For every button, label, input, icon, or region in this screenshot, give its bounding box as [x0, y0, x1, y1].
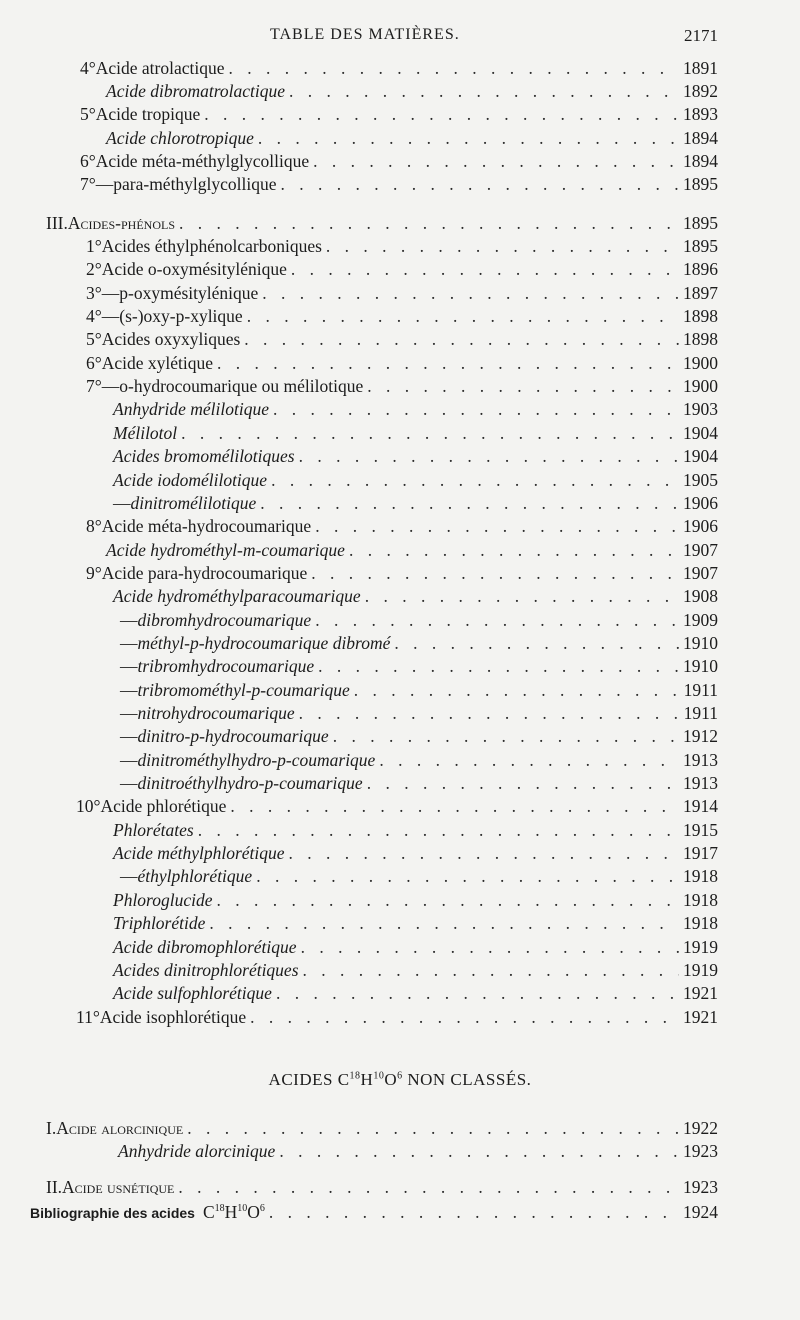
entry-page-number: 1914 — [683, 796, 718, 817]
toc-entry — [80, 58, 718, 81]
entry-label: Acide o-oxymésitylénique — [101, 259, 287, 280]
entry-page-number: 1895 — [683, 236, 718, 256]
entry-label: méthyl-p-hydrocoumarique dibromé — [137, 632, 391, 653]
entry-label: Acide tropique — [95, 104, 201, 125]
dot-leader — [354, 680, 680, 701]
entry-number: I. — [46, 1118, 57, 1138]
dot-leader — [216, 890, 679, 911]
entry-number: 2° — [86, 259, 102, 280]
entry-number: 5° — [86, 329, 102, 350]
entry-page-number: 1918 — [683, 866, 718, 887]
entry-page-number: 1924 — [683, 1202, 718, 1222]
dot-leader — [394, 633, 679, 654]
entry-page-number: 1912 — [683, 726, 718, 747]
dot-leader — [311, 563, 679, 584]
ditto-dash: — — [120, 866, 138, 887]
entry-page-number: 1923 — [683, 1177, 718, 1197]
entry-page-number: 1918 — [683, 913, 718, 934]
dot-leader — [198, 820, 679, 841]
toc-entry — [113, 399, 718, 422]
dot-leader — [379, 750, 679, 771]
entry-page-number: 1917 — [683, 843, 718, 864]
entry-page-number: 1908 — [683, 586, 718, 607]
bibliography-label: Bibliographie des acides — [30, 1205, 195, 1221]
entry-label: Anhydride mélilotique — [113, 399, 270, 420]
entry-page-number: 1911 — [683, 679, 718, 700]
dot-leader — [365, 586, 679, 607]
running-title: TABLE DES MATIÈRES. — [270, 26, 460, 43]
dot-leader — [256, 866, 679, 887]
toc-entry — [113, 913, 718, 936]
entry-label: para-méthylglycollique — [113, 174, 277, 194]
entry-page-number: 1898 — [683, 329, 718, 350]
ditto-dash: — — [120, 656, 138, 677]
toc-entry — [118, 1141, 718, 1164]
ditto-dash: — — [120, 726, 138, 747]
ditto-dash: — — [120, 632, 138, 653]
entry-number: 7° — [80, 174, 96, 194]
formula-subscript: 18 — [214, 1203, 225, 1215]
entry-page-number: 1913 — [683, 773, 718, 794]
dot-leader — [229, 58, 679, 79]
section-number: III. — [46, 213, 68, 233]
dot-leader — [333, 726, 679, 747]
toc-entry — [86, 563, 718, 586]
toc-entry — [120, 726, 718, 749]
entry-page-number: 1896 — [683, 259, 718, 280]
entry-page-number: 1904 — [683, 422, 718, 443]
toc-entry — [120, 773, 718, 796]
toc-entry — [113, 446, 718, 469]
toc-entry — [120, 656, 718, 679]
dot-leader — [230, 796, 679, 817]
entry-label: éthylphlorétique — [137, 866, 253, 887]
dot-leader — [204, 104, 679, 125]
dot-leader — [273, 399, 679, 420]
entry-number: 3° — [86, 282, 102, 303]
entry-label: Acide méthylphlorétique — [113, 843, 285, 864]
dot-leader — [299, 446, 679, 467]
toc-entry — [120, 680, 718, 703]
dot-leader — [315, 610, 679, 631]
section-label: Acides-phénols — [67, 213, 176, 233]
toc-entry — [76, 1007, 718, 1030]
entry-page-number: 1918 — [683, 889, 718, 910]
entry-page-number: 1906 — [683, 492, 718, 513]
toc-entry — [86, 236, 718, 259]
toc-entry — [80, 174, 718, 197]
entry-page-number: 1910 — [683, 656, 718, 677]
toc-entry — [46, 1118, 718, 1141]
entry-label: Acides éthylphénolcarboniques — [101, 236, 322, 256]
toc-entry — [86, 306, 718, 329]
dot-leader — [313, 151, 679, 172]
entry-label: o-hydrocoumarique ou mélilotique — [119, 376, 364, 397]
dot-leader — [276, 983, 679, 1004]
entry-label: Acide méta-méthylglycollique — [95, 150, 310, 171]
ditto-dash: — — [101, 282, 120, 303]
dot-leader — [326, 236, 679, 257]
entry-label: Acides dinitrophlorétiques — [113, 959, 299, 980]
toc-entry — [86, 516, 718, 539]
entry-label: Mélilotol — [113, 422, 178, 443]
dot-leader — [315, 516, 679, 537]
toc-entry — [113, 983, 718, 1006]
entry-label: Acide sulfophlorétique — [113, 983, 272, 1004]
entry-label: dinitro-p-hydrocoumarique — [137, 726, 329, 747]
entry-label: Acide phlorétique — [100, 796, 227, 817]
entry-label: Acide atrolactique — [95, 58, 225, 78]
dot-leader — [281, 174, 679, 195]
entry-page-number: 1913 — [683, 749, 718, 770]
entry-page-number: 1892 — [683, 81, 718, 102]
entry-page-number: 1891 — [683, 58, 718, 78]
entry-page-number: 1907 — [683, 562, 718, 583]
entry-page-number: 1904 — [683, 446, 718, 467]
entry-label: Acide hydrométhyl-m-coumarique — [106, 539, 345, 560]
formula-element: H — [224, 1202, 238, 1222]
entry-page-number: 1900 — [683, 376, 718, 397]
dot-leader — [289, 81, 679, 102]
ditto-dash: — — [120, 749, 138, 770]
entry-number: 7° — [86, 376, 102, 397]
formula-element: C — [202, 1202, 215, 1222]
entry-label: dibromhydrocoumarique — [137, 609, 312, 630]
toc-entry — [113, 960, 718, 983]
entry-page-number: 1893 — [683, 104, 718, 125]
toc-entry — [106, 81, 718, 104]
toc-entry — [86, 259, 718, 282]
formula-subscript: 6 — [259, 1203, 265, 1215]
entry-page-number: 1895 — [683, 213, 718, 233]
toc-entry — [113, 586, 718, 609]
dot-leader — [247, 306, 679, 327]
entry-label: p-oxymésitylénique — [119, 282, 259, 303]
entry-number: II. — [46, 1177, 63, 1197]
toc-entry — [86, 329, 718, 352]
entry-number: 6° — [86, 352, 102, 373]
entry-label: dinitrométhylhydro-p-coumarique — [137, 749, 376, 770]
toc-entry — [120, 750, 718, 773]
ditto-dash: — — [120, 609, 138, 630]
ditto-dash: — — [95, 174, 114, 194]
toc-entry — [113, 493, 718, 516]
dot-leader — [250, 1007, 679, 1028]
dot-leader — [299, 703, 680, 724]
entry-label: Acide méta-hydrocoumarique — [101, 516, 312, 537]
entry-number: 8° — [86, 516, 102, 537]
entry-label: Anhydride alorcinique — [118, 1141, 276, 1161]
dot-leader — [217, 353, 679, 374]
entry-label: Acide chlorotropique — [106, 127, 254, 148]
entry-label: Phloroglucide — [113, 889, 213, 910]
toc-entry — [120, 610, 718, 633]
toc-entry — [106, 128, 718, 151]
toc-entry — [76, 796, 718, 819]
entry-page-number: 1905 — [683, 469, 718, 490]
ditto-dash: — — [101, 376, 120, 397]
entry-page-number: 1900 — [683, 352, 718, 373]
dot-leader — [349, 540, 679, 561]
formula-element: O — [247, 1202, 260, 1222]
toc-entry — [86, 283, 718, 306]
entry-page-number: 1921 — [683, 1006, 718, 1027]
entry-number: 6° — [80, 150, 96, 171]
entry-page-number: 1903 — [683, 399, 718, 420]
toc-entry — [113, 890, 718, 913]
dot-leader — [318, 656, 679, 677]
entry-label: Acide alorcinique — [56, 1118, 184, 1138]
entry-page-number: 1923 — [683, 1141, 718, 1161]
entry-label: tribromométhyl-p-coumarique — [137, 679, 350, 700]
entry-page-number: 1898 — [683, 306, 718, 327]
entry-label: Acide dibromophlorétique — [113, 936, 297, 957]
entry-page-number: 1915 — [683, 819, 718, 840]
entry-label: dinitroéthylhydro-p-coumarique — [137, 773, 363, 794]
ditto-dash: — — [113, 492, 131, 513]
bibliography-formula — [203, 1202, 265, 1223]
page-number: 2171 — [684, 26, 718, 45]
entry-page-number: 1909 — [683, 609, 718, 630]
entry-number: 1° — [86, 236, 102, 256]
toc-entry — [46, 1177, 718, 1200]
ditto-dash: — — [120, 679, 138, 700]
toc-entry — [80, 104, 718, 127]
entry-number: 9° — [86, 562, 102, 583]
entry-page-number: 1919 — [683, 936, 718, 957]
section-entry-acides-phenols — [46, 213, 718, 236]
toc-entry — [80, 151, 718, 174]
dot-leader — [303, 960, 679, 981]
dot-leader — [367, 376, 679, 397]
entry-page-number: 1922 — [683, 1118, 718, 1138]
entry-number: 11° — [76, 1006, 100, 1027]
toc-entry — [86, 376, 718, 399]
section-heading-unclassified: ACIDES $C^{18}H^{10}O^6$ NON CLASSÉS. — [268, 1070, 532, 1089]
entry-page-number: 1906 — [683, 516, 718, 537]
entry-page-number: 1910 — [683, 632, 718, 653]
bibliography-entry — [30, 1202, 718, 1225]
entry-label: Phlorétates — [113, 819, 194, 840]
toc-entry — [113, 843, 718, 866]
ditto-dash: — — [120, 703, 138, 723]
entry-label: Acide iodomélilotique — [113, 469, 268, 490]
dot-leader — [187, 1118, 679, 1139]
entry-page-number: 1907 — [683, 539, 718, 560]
entry-label: tribromhydrocoumarique — [137, 656, 315, 677]
entry-label: nitrohydrocoumarique — [137, 703, 295, 723]
dot-leader — [301, 937, 679, 958]
entry-label: Acide isophlorétique — [99, 1006, 247, 1027]
dot-leader — [258, 128, 679, 149]
entry-label: Acide xylétique — [101, 352, 214, 373]
entry-label: Triphlorétide — [113, 913, 206, 934]
entry-page-number: 1897 — [683, 282, 718, 303]
dot-leader — [289, 843, 679, 864]
toc-entry — [113, 937, 718, 960]
ditto-dash: — — [120, 773, 138, 794]
toc-entry — [120, 703, 718, 726]
entry-number: 5° — [80, 104, 96, 125]
dot-leader — [181, 423, 679, 444]
entry-page-number: 1921 — [683, 983, 718, 1004]
entry-label: Acide usnétique — [62, 1177, 175, 1197]
dot-leader — [279, 1141, 679, 1162]
toc-entry — [113, 820, 718, 843]
entry-page-number: 1894 — [683, 150, 718, 171]
entry-number: 4° — [86, 306, 102, 327]
dot-leader — [269, 1202, 679, 1223]
dot-leader — [367, 773, 679, 794]
dot-leader — [291, 259, 679, 280]
entry-page-number: 1919 — [683, 959, 718, 980]
entry-number: 4° — [80, 58, 96, 78]
entry-label: (s-)oxy-p-xylique — [119, 306, 243, 327]
entry-label: Acides oxyxyliques — [101, 329, 241, 350]
toc-entry — [106, 540, 718, 563]
ditto-dash: — — [101, 306, 120, 327]
entry-label: Acide dibromatrolactique — [106, 81, 286, 102]
entry-label: Acide para-hydrocoumarique — [101, 562, 308, 583]
entry-label: Acides bromomélilotiques — [113, 446, 295, 467]
dot-leader — [178, 1177, 679, 1198]
running-head — [0, 24, 800, 50]
formula-subscript: 10 — [237, 1203, 248, 1215]
entry-label: Acide hydrométhylparacoumarique — [113, 586, 361, 607]
dot-leader — [271, 470, 679, 491]
entry-page-number: 1895 — [683, 174, 718, 194]
entry-label: dinitromélilotique — [130, 492, 257, 513]
toc-entry — [113, 423, 718, 446]
entry-number: 10° — [76, 796, 101, 817]
entry-page-number: 1894 — [683, 127, 718, 148]
dot-leader — [179, 213, 679, 234]
dot-leader — [262, 283, 679, 304]
toc-entry — [120, 866, 718, 889]
toc-entry — [86, 353, 718, 376]
dot-leader — [209, 913, 679, 934]
toc-entry — [113, 470, 718, 493]
toc-entry — [120, 633, 718, 656]
dot-leader — [244, 329, 679, 350]
dot-leader — [260, 493, 679, 514]
entry-page-number: 1911 — [683, 703, 718, 723]
